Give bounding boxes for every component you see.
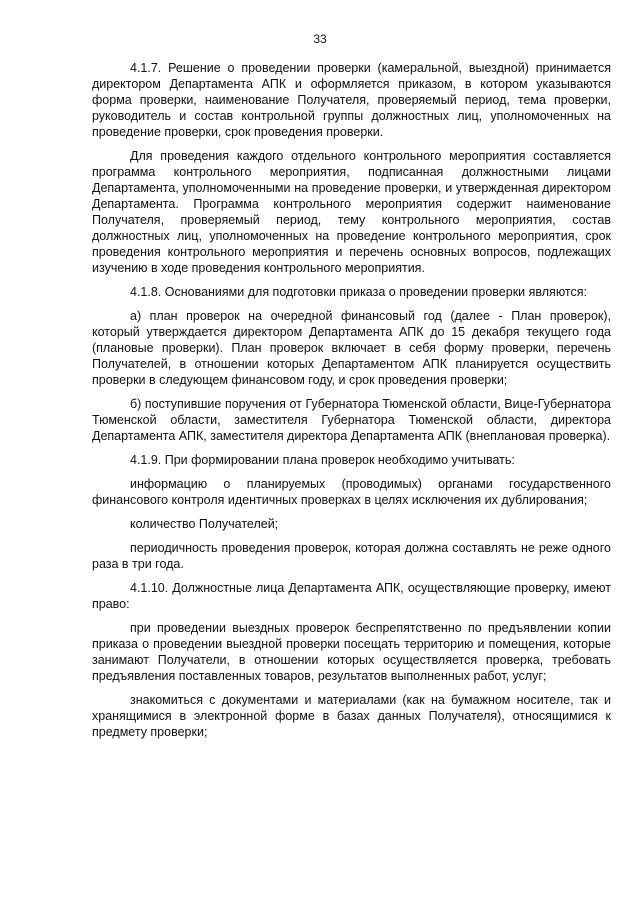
paragraph-4-1-8: 4.1.8. Основаниями для подготовки приказа о проведении проверки являются: [130,285,588,299]
paragraph-program: Для проведения каждого отдельного контрольного мероприятия составляется программа контрольного мероприятия, подписанная должностными лицами Департамента, уполномоченными на проведение проверки, и утвержденная директором Департамента. Программа контрольного мероприятия содержит наименование Получателя, проверяемый период, тему контрольного мероприятия, состав должностных лиц, уполномоченных на проведение контрольного мероприятия, срок проведения контрольного мероприятия и перечень основных вопросов, подлежащих изучению в ходе проведения контрольного мероприятия. [92,149,611,275]
paragraph-count: количество Получателей; [130,517,279,531]
paragraph-item-b: б) поступившие поручения от Губернатора Тюменской области, Вице-Губернатора Тюменской области, заместителя Губернатора Тюменской области, директора Департамента АПК, заместителя директора Департамента АПК (внеплановая проверка). [92,397,611,443]
paragraph-documents: знакомиться с документами и материалами (как на бумажном носителе, так и хранящимися в электронной форме в базах данных Получателя), относящимися к предмету проверки; [92,693,611,739]
paragraph-periodicity: периодичность проведения проверок, которая должна составлять не реже одного раза в три года. [92,541,611,571]
paragraph-site-visits: при проведении выездных проверок беспрепятственно по предъявлении копии приказа о проведении выездной проверки посещать территорию и помещения, которые занимают Получатели, в отношении которых осуществляется проверка, требовать предъявления поставленных товаров, результатов выполненных работ, услуг; [92,621,611,683]
paragraph-4-1-7: 4.1.7. Решение о проведении проверки (камеральной, выездной) принимается директором Департамента АПК и оформляется приказом, в котором указываются форма проверки, наименование Получателя, проверяемый период, тема проверки, руководитель и состав контрольной группы должностных лиц, уполномоченных на проведение проверки, срок проведения проверки. [92,61,611,139]
paragraph-item-a: а) план проверок на очередной финансовый год (далее - План проверок), который утверждается директором Департамента АПК до 15 декабря текущего года (плановые проверки). План проверок включает в себя форму проверки, перечень Получателей, в отношении которых Департаментом АПК планируется осуществить проверки в следующем финансовом году, и срок проведения проверки; [92,309,611,387]
page-number: 33 [313,32,327,46]
paragraph-info: информацию о планируемых (проводимых) органами государственного финансового контроля идентичных проверках в целях исключения их дублирования; [92,477,611,507]
paragraph-4-1-10: 4.1.10. Должностные лица Департамента АПК, осуществляющие проверку, имеют право: [92,581,611,611]
paragraph-4-1-9: 4.1.9. При формировании плана проверок необходимо учитывать: [130,453,515,467]
document-body [92,60,611,748]
